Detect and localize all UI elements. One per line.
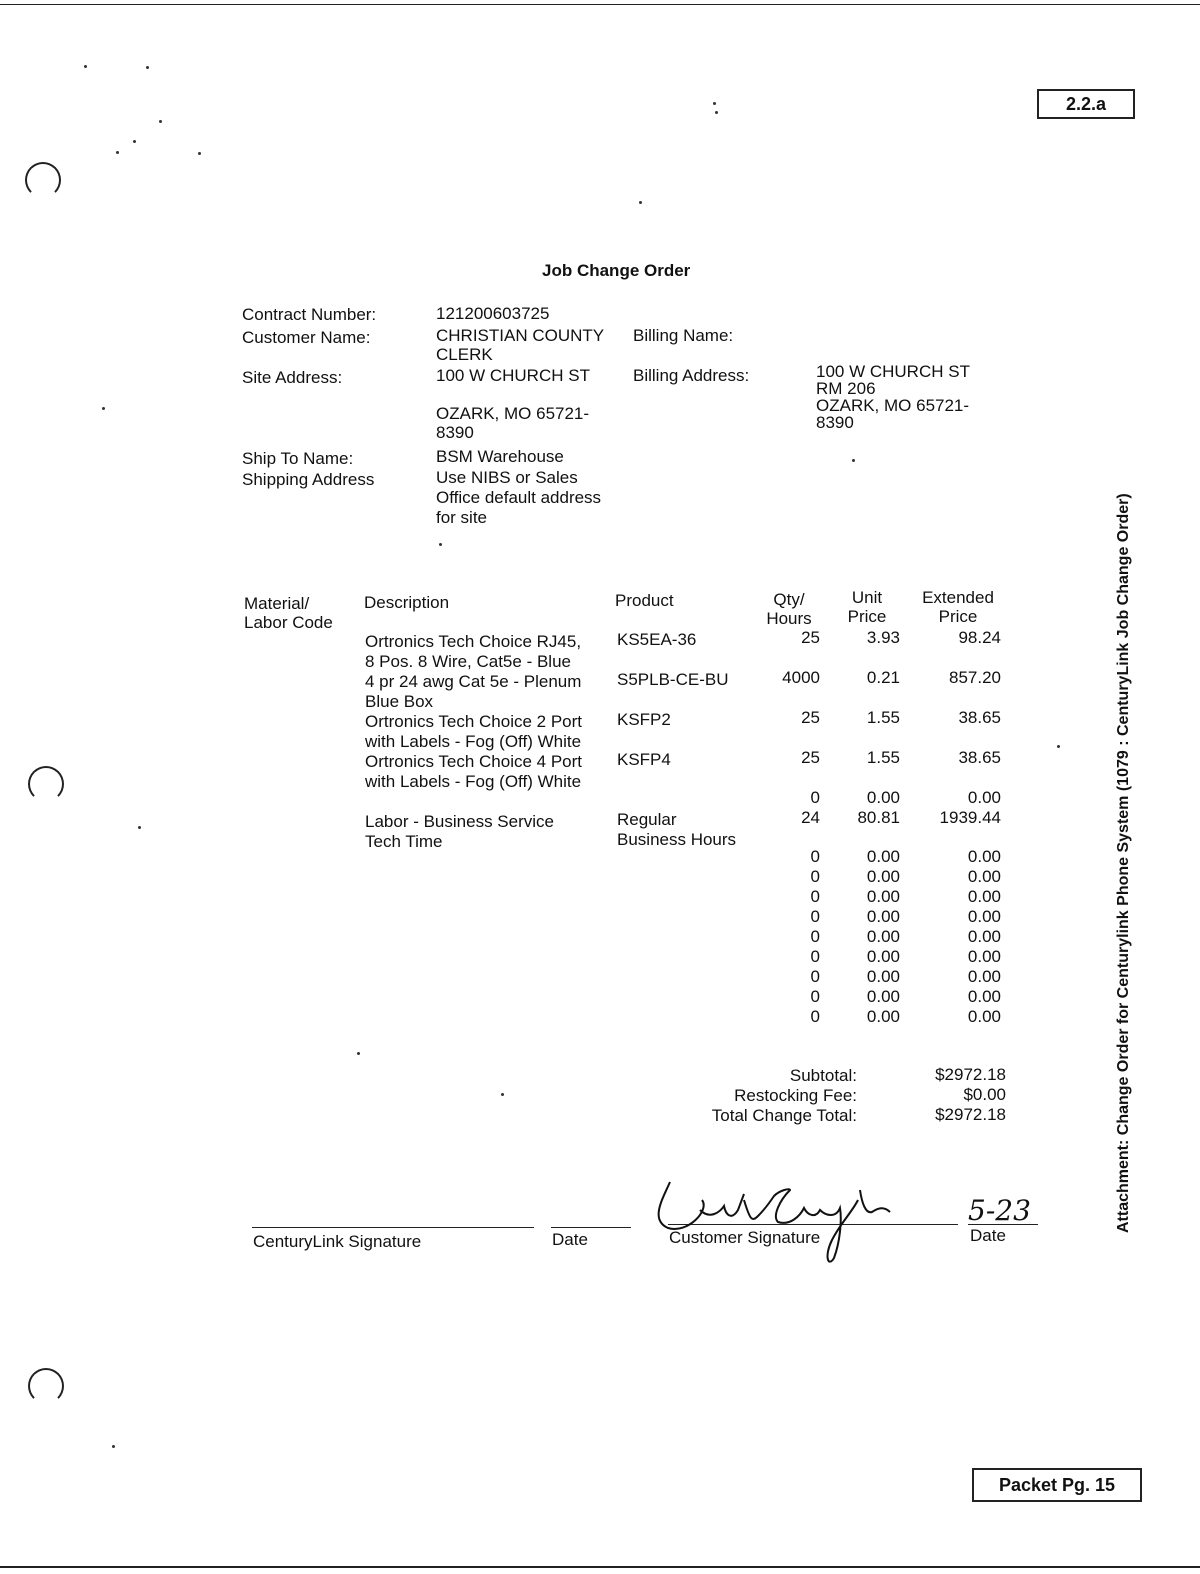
packet-page-badge: Packet Pg. 15 — [972, 1468, 1142, 1502]
top-border-line — [0, 4, 1200, 5]
billing-address-line: 100 W CHURCH ST — [816, 362, 970, 381]
customer-signature-label: Customer Signature — [669, 1228, 821, 1247]
row-qty: 24 — [801, 808, 820, 827]
bottom-border-line — [0, 1566, 1200, 1568]
binder-hole-bottom — [28, 1368, 64, 1404]
row-qty: 0 — [810, 907, 820, 926]
scan-speck — [159, 120, 162, 123]
scan-speck — [357, 1052, 360, 1055]
binder-hole-middle — [28, 766, 64, 802]
subtotal-value: $2972.18 — [935, 1065, 1006, 1084]
row-extended-price: 38.65 — [958, 708, 1001, 727]
date-label-1: Date — [552, 1230, 588, 1249]
scan-speck — [84, 65, 87, 68]
row-product: Business Hours — [617, 830, 737, 849]
row-unit-price: 0.00 — [866, 947, 900, 966]
header-code — [244, 594, 333, 632]
row-extended-price: 857.20 — [949, 668, 1001, 687]
row-qty: 0 — [810, 947, 820, 966]
row-unit-price: 0.00 — [866, 987, 900, 1006]
row-qty: 0 — [810, 1007, 820, 1026]
row-extended-price: 38.65 — [958, 748, 1001, 767]
ship-to-value: BSM Warehouse — [436, 447, 564, 466]
subtotal-label: Subtotal: — [789, 1066, 857, 1085]
billing-name-label: Billing Name: — [633, 326, 734, 345]
row-unit-price: 1.55 — [866, 748, 900, 767]
row-unit-price: 0.00 — [866, 967, 900, 986]
row-unit-price: 0.21 — [866, 668, 900, 687]
header-qty — [762, 590, 816, 628]
scan-speck — [116, 151, 119, 154]
scan-speck — [198, 152, 201, 155]
scan-speck — [501, 1093, 504, 1096]
date-line-1 — [551, 1227, 631, 1228]
customer-name-line: CLERK — [436, 345, 493, 364]
row-extended-price: 98.24 — [958, 628, 1001, 647]
shipping-address-label: Shipping Address — [242, 470, 375, 489]
ship-to-label: Ship To Name: — [242, 449, 354, 468]
header-qty-line: Qty/ — [773, 590, 805, 609]
header-qty-line: Hours — [766, 609, 812, 628]
billing-address-line: RM 206 — [816, 379, 876, 398]
scan-speck — [715, 111, 718, 114]
site-address-label: Site Address: — [242, 368, 343, 387]
row-description: Ortronics Tech Choice 4 Port — [365, 752, 582, 771]
row-qty: 0 — [810, 887, 820, 906]
header-unit-line: Unit — [851, 588, 883, 607]
scan-speck — [439, 543, 442, 546]
row-extended-price: 1939.44 — [939, 808, 1001, 827]
row-unit-price: 1.55 — [866, 708, 900, 727]
centurylink-signature-line — [252, 1227, 534, 1228]
scan-speck — [138, 826, 141, 829]
row-extended-price: 0.00 — [967, 887, 1001, 906]
row-qty: 0 — [810, 847, 820, 866]
centurylink-signature-label: CenturyLink Signature — [253, 1232, 422, 1251]
header-code-line: Labor Code — [244, 613, 333, 632]
contract-number-label: Contract Number: — [242, 305, 377, 324]
header-unit-price — [840, 588, 894, 626]
restocking-fee-value: $0.00 — [963, 1085, 1006, 1104]
customer-handwritten-signature — [640, 1160, 960, 1270]
header-extended-price — [915, 588, 1001, 626]
row-qty: 0 — [810, 788, 820, 807]
row-description: with Labels - Fog (Off) White — [365, 772, 582, 791]
row-unit-price: 0.00 — [866, 867, 900, 886]
customer-name-value — [436, 326, 604, 364]
row-description: with Labels - Fog (Off) White — [365, 732, 582, 751]
row-description: 8 Pos. 8 Wire, Cat5e - Blue — [365, 652, 571, 671]
site-address-line: OZARK, MO 65721- — [436, 404, 590, 423]
shipping-address-line: for site — [436, 508, 488, 527]
document-title: Job Change Order — [542, 261, 691, 280]
total-change-label: Total Change Total: — [711, 1106, 857, 1125]
row-product: KS5EA-36 — [617, 630, 697, 649]
row-qty: 0 — [810, 987, 820, 1006]
site-address-line: 8390 — [436, 423, 474, 442]
header-description: Description — [364, 593, 450, 612]
row-description: Ortronics Tech Choice 2 Port — [365, 712, 582, 731]
row-extended-price: 0.00 — [967, 788, 1001, 807]
scan-speck — [639, 201, 642, 204]
signature-stroke — [659, 1182, 890, 1262]
row-description: 4 pr 24 awg Cat 5e - Plenum — [365, 672, 582, 691]
row-extended-price: 0.00 — [967, 927, 1001, 946]
site-address-line: 100 W CHURCH ST — [436, 366, 590, 385]
scan-speck — [713, 102, 716, 105]
row-extended-price: 0.00 — [967, 907, 1001, 926]
header-ext-line: Extended — [922, 588, 994, 607]
scan-speck — [852, 459, 855, 462]
row-product: Regular — [617, 810, 677, 829]
billing-address-line: 8390 — [816, 413, 854, 432]
date-label-2: Date — [970, 1226, 1006, 1245]
row-product: KSFP4 — [617, 750, 671, 769]
row-extended-price: 0.00 — [967, 967, 1001, 986]
row-qty: 0 — [810, 867, 820, 886]
row-unit-price: 0.00 — [866, 1007, 900, 1026]
row-extended-price: 0.00 — [967, 847, 1001, 866]
row-description: Blue Box — [365, 692, 434, 711]
shipping-address-line: Use NIBS or Sales — [436, 468, 578, 487]
scan-speck — [146, 66, 149, 69]
header-unit-line: Price — [847, 607, 887, 626]
customer-name-label: Customer Name: — [242, 328, 371, 347]
row-unit-price: 0.00 — [866, 907, 900, 926]
header-code-line: Material/ — [244, 594, 310, 613]
shipping-address-value — [436, 468, 601, 528]
row-unit-price: 0.00 — [866, 887, 900, 906]
row-description: Tech Time — [365, 832, 443, 851]
scan-speck — [133, 140, 136, 143]
row-product: KSFP2 — [617, 710, 671, 729]
site-address-value — [436, 366, 590, 442]
row-extended-price: 0.00 — [967, 867, 1001, 886]
row-qty: 0 — [810, 967, 820, 986]
row-unit-price: 0.00 — [866, 847, 900, 866]
total-change-value: $2972.18 — [935, 1105, 1006, 1124]
row-qty: 25 — [801, 748, 820, 767]
handwritten-date: 5-23 — [968, 1194, 1031, 1227]
row-unit-price: 0.00 — [866, 927, 900, 946]
contract-number-value: 121200603725 — [436, 304, 550, 323]
scan-speck — [1057, 745, 1060, 748]
billing-address-line: OZARK, MO 65721- — [816, 396, 970, 415]
row-unit-price: 80.81 — [857, 808, 900, 827]
row-unit-price: 0.00 — [866, 788, 900, 807]
row-qty: 4000 — [782, 668, 820, 687]
row-extended-price: 0.00 — [967, 947, 1001, 966]
row-unit-price: 3.93 — [866, 628, 900, 647]
restocking-fee-label: Restocking Fee: — [734, 1086, 857, 1105]
scan-speck — [112, 1445, 115, 1448]
binder-hole-top — [25, 162, 61, 198]
row-qty: 0 — [810, 927, 820, 946]
row-extended-price: 0.00 — [967, 1007, 1001, 1026]
header-product: Product — [615, 591, 674, 610]
header-ext-line: Price — [938, 607, 978, 626]
row-qty: 25 — [801, 628, 820, 647]
billing-address-label: Billing Address: — [633, 366, 750, 385]
billing-address-value — [816, 362, 970, 432]
page-label-badge: 2.2.a — [1037, 89, 1135, 119]
row-description: Ortronics Tech Choice RJ45, — [365, 632, 582, 651]
customer-name-line: CHRISTIAN COUNTY — [436, 326, 605, 345]
shipping-address-line: Office default address — [436, 488, 602, 507]
scan-speck — [102, 407, 105, 410]
row-qty: 25 — [801, 708, 820, 727]
row-product: S5PLB-CE-BU — [617, 670, 729, 689]
attachment-side-caption: Attachment: Change Order for Centurylink Phone System (1079 : CenturyLink Job Change Order) — [1115, 493, 1132, 1233]
row-extended-price: 0.00 — [967, 987, 1001, 1006]
row-description: Labor - Business Service — [365, 812, 554, 831]
